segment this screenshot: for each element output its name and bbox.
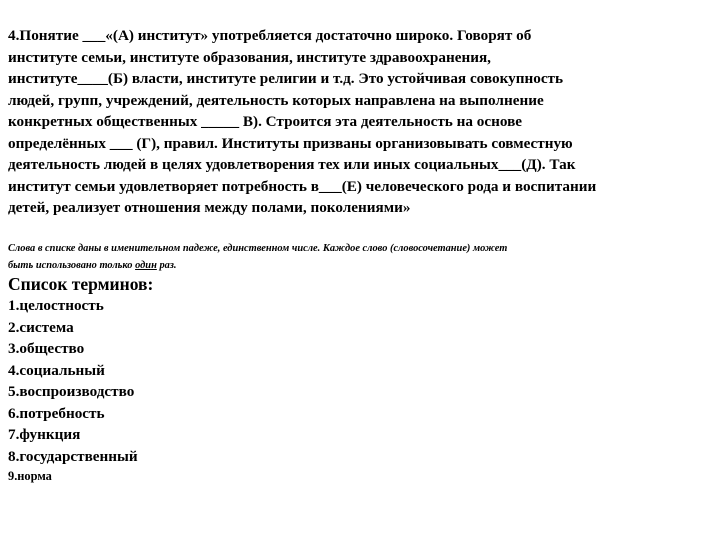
- instructions-note: [8, 240, 713, 274]
- term-item: 4.социальный: [8, 361, 105, 379]
- term-item: 6.потребность: [8, 404, 105, 422]
- task-line: институт семьи удовлетворяет потребность в___(Е) человеческого рода и воспитании: [8, 177, 597, 195]
- task-line: деятельность людей в целях удовлетворения тех или иных социальных___(Д). Так: [8, 156, 576, 173]
- instructions-text: быть использовано только: [8, 260, 136, 271]
- task-paragraph: [8, 25, 713, 219]
- instructions-emphasis: один: [135, 260, 157, 271]
- term-item: 2.система: [8, 318, 74, 336]
- task-line: конкретных общественных _____ В). Строится эта деятельность на основе: [8, 113, 523, 130]
- task-line: людей, групп, учреждений, деятельность которых направлена на выполнение: [8, 91, 544, 109]
- term-item: 7.функция: [8, 426, 81, 443]
- term-item: 3.общество: [8, 340, 85, 357]
- instructions-text: раз.: [156, 260, 177, 271]
- task-line: институте семьи, институте образования, институте здравоохранения,: [8, 48, 491, 66]
- term-item: 5.воспроизводство: [8, 383, 135, 400]
- task-line: определённых ___ (Г), правил. Институты призваны организовывать совместную: [8, 134, 573, 152]
- term-item: 1.целостность: [8, 297, 104, 314]
- term-item: 9.норма: [8, 469, 52, 483]
- terms-list: [8, 295, 408, 485]
- instructions-line-1: Слова в списке даны в именительном падеже, единственном числе. Каждое слово (словосочетание) может: [8, 243, 508, 254]
- task-line: детей, реализует отношения между полами, поколениями»: [8, 199, 411, 216]
- terms-heading: Список терминов:: [8, 274, 154, 294]
- task-line: институте____(Б) власти, институте религии и т.д. Это устойчивая совокупность: [8, 70, 564, 87]
- task-line: 4.Понятие ___«(А) институт» употребляется достаточно широко. Говорят об: [8, 27, 532, 44]
- terms-section: [8, 273, 408, 485]
- term-item: 8.государственный: [8, 447, 138, 465]
- instructions-line-2: [8, 257, 713, 274]
